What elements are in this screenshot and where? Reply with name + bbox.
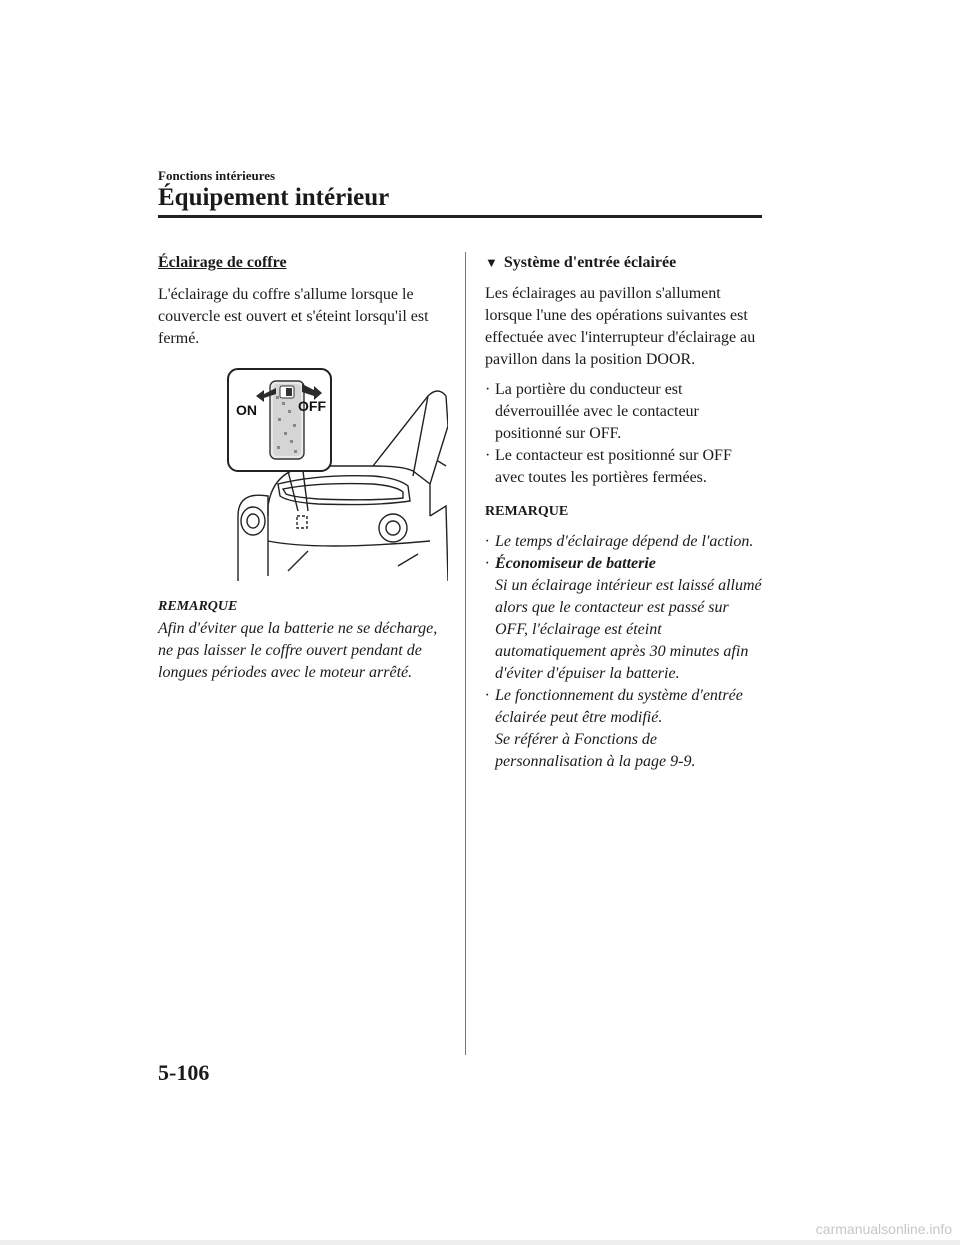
right-column: [485, 252, 765, 773]
title-rule: [158, 215, 762, 218]
section-label: Fonctions intérieures: [158, 168, 276, 183]
list-item: · Le temps d'éclairage dépend de l'action.: [485, 531, 765, 553]
trunk-light-illustration: [198, 366, 448, 581]
page-number: 5-106: [158, 1060, 210, 1085]
remark-list: [485, 531, 765, 773]
watermark: carmanualsonline.info: [815, 1221, 952, 1237]
list-item: · Le contacteur est positionné sur OFF avec toutes les portières fermées.: [485, 447, 732, 486]
remark-text: Afin d'éviter que la batterie ne se décharge, ne pas laisser le coffre ouvert pendant de longues périodes avec le moteur arrêté.: [158, 620, 438, 681]
bullet-icon: ·: [485, 555, 489, 572]
bullet-icon: ·: [485, 381, 491, 398]
list-item: [485, 553, 765, 685]
battery-saver-text: Si un éclairage intérieur est laissé allumé alors que le contacteur est passé sur OFF, l'éclairage est éteint automatiquement après 30 minutes afin d'éviter d'épuiser la batterie.: [495, 577, 762, 682]
reference-text: Se référer à Fonctions de personnalisation à la page 9-9.: [495, 731, 696, 770]
heading-text: Système d'entrée éclairée: [503, 254, 677, 271]
label-on: ON: [236, 402, 257, 418]
remark-title: REMARQUE: [158, 599, 238, 614]
list-item: · La portière du conducteur est déverrouillée avec le contacteur positionné sur OFF.: [485, 381, 699, 442]
callout-connector: [288, 471, 308, 511]
list-item: · Le fonctionnement du système d'entrée éclairée peut être modifié. Se référer à Fonctions de personnalisation à la page 9-9.: [485, 687, 743, 770]
column-divider: [465, 252, 466, 1055]
triangle-marker-icon: ▼: [485, 255, 498, 270]
trunk-light-paragraph: L'éclairage du coffre s'allume lorsque le couvercle est ouvert et s'éteint lorsqu'il est fermé.: [158, 286, 429, 347]
label-off: OFF: [298, 398, 326, 414]
footer-rule: [0, 1240, 960, 1245]
remark-title-right: REMARQUE: [485, 504, 569, 519]
battery-saver-title: Économiseur de batterie: [495, 555, 656, 572]
conditions-list: [485, 379, 765, 489]
left-column: [158, 252, 448, 684]
page-title: Équipement intérieur: [158, 184, 390, 211]
bullet-icon: ·: [485, 687, 489, 704]
illuminated-entry-heading: [485, 252, 765, 274]
intro-paragraph: Les éclairages au pavillon s'allument lorsque l'une des opérations suivantes est effectuée avec l'interrupteur d'éclairage au pavillon dans la position DOOR.: [485, 285, 756, 368]
bullet-icon: ·: [485, 447, 491, 464]
bullet-icon: ·: [485, 533, 489, 550]
trunk-light-subheading: Éclairage de coffre: [158, 254, 287, 271]
